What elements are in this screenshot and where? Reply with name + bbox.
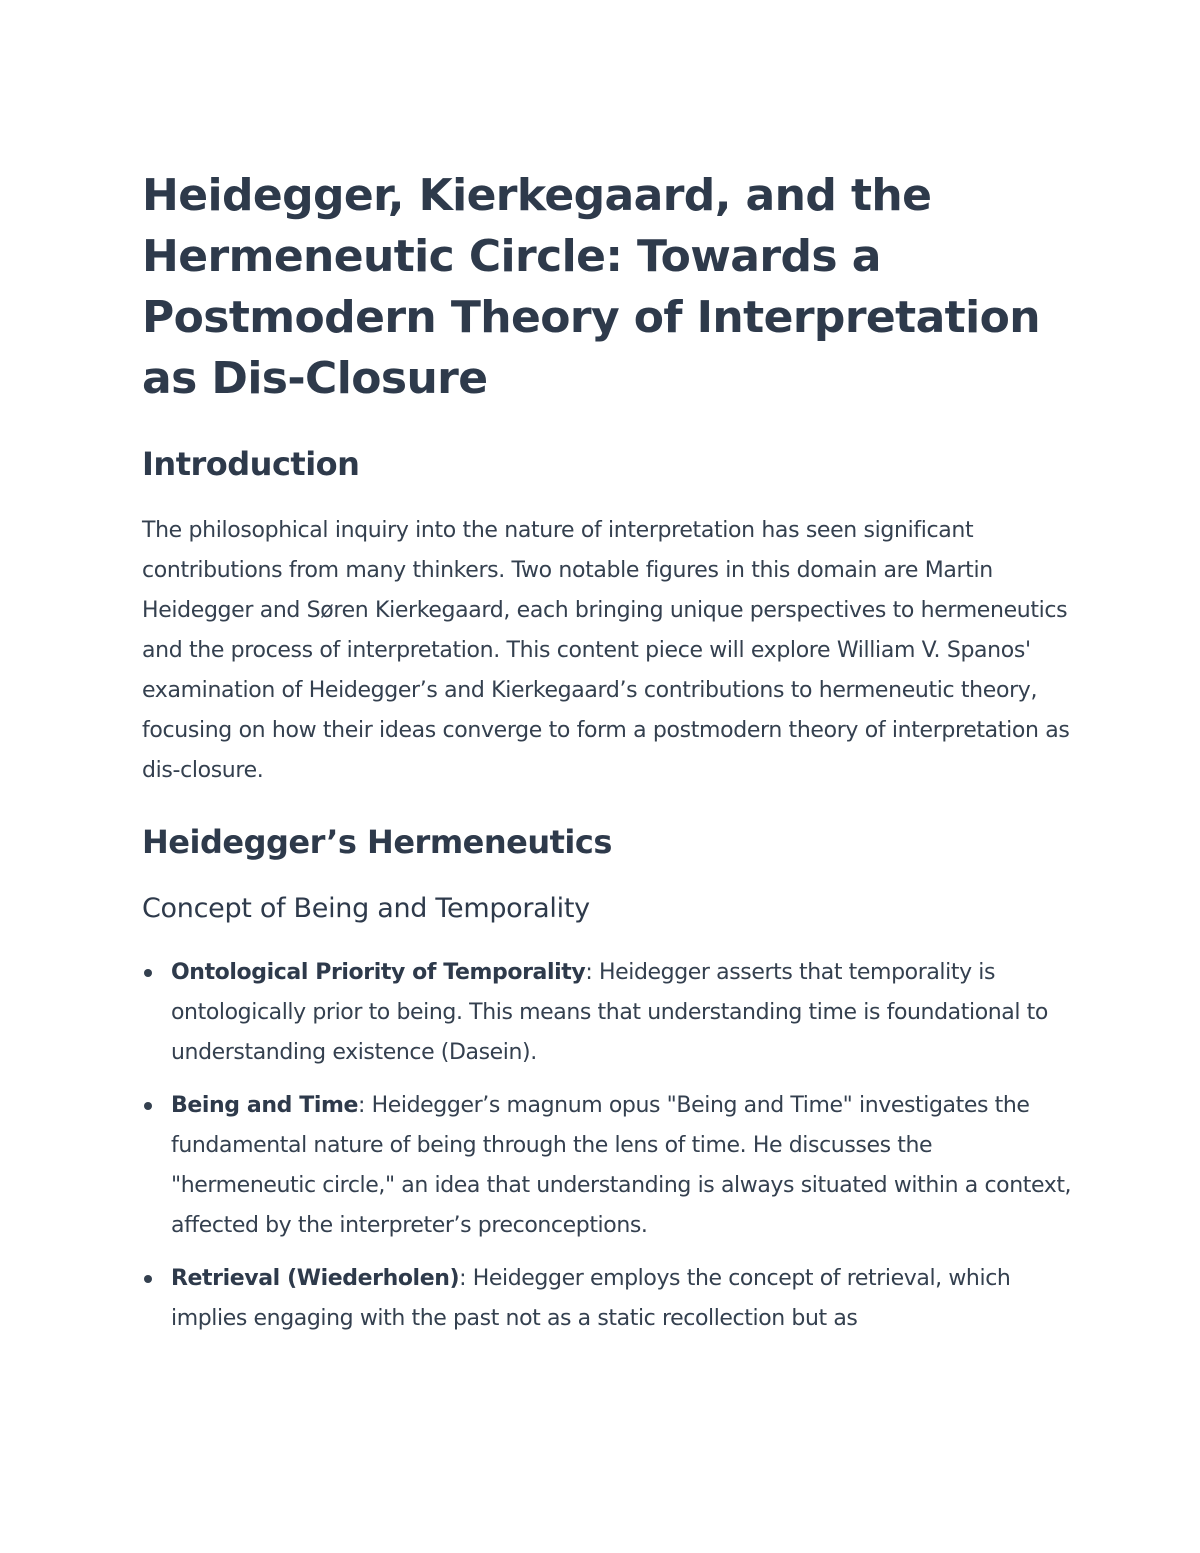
list-item bbox=[142, 953, 1072, 1073]
bullet-list bbox=[142, 953, 1072, 1339]
bullet-icon bbox=[144, 969, 152, 977]
section-heading-heideggers-hermeneutics: Heidegger’s Hermeneutics bbox=[142, 823, 612, 861]
list-item-text: : Heidegger’s magnum opus "Being and Time" investigates the fundamental nature of being through the lens of time. He discusses the "hermeneutic circle," an idea that understanding is always situated within a context, affected by the interpreter’s preconceptions. bbox=[171, 1093, 1072, 1238]
list-item-term: Retrieval (Wiederholen) bbox=[171, 1266, 460, 1291]
list-item-text: : Heidegger asserts that temporality is ontologically prior to being. This means that understanding time is foundational to understanding existence (Dasein). bbox=[171, 960, 1048, 1065]
document-title: Heidegger, Kierkegaard, and the Hermeneutic Circle: Towards a Postmodern Theory of Interpretation as Dis-Closure bbox=[142, 170, 1040, 404]
list-item-term: Being and Time bbox=[171, 1093, 359, 1118]
list-item bbox=[142, 1086, 1072, 1246]
list-item-term: Ontological Priority of Temporality bbox=[171, 960, 586, 985]
introduction-paragraph: The philosophical inquiry into the nature of interpretation has seen significant contributions from many thinkers. Two notable figures in this domain are Martin Heidegger and Søren Kierkegaard, each bringing unique perspectives to hermeneutics and the process of interpretation. This content piece will explore William V. Spanos' examination of Heidegger’s and Kierkegaard’s contributions to hermeneutic theory, focusing on how their ideas converge to form a postmodern theory of interpretation as dis-closure. bbox=[142, 518, 1070, 783]
subsection-heading-being-and-temporality: Concept of Being and Temporality bbox=[142, 893, 590, 924]
bullet-icon bbox=[144, 1102, 152, 1110]
document-page bbox=[142, 165, 1072, 1352]
list-item bbox=[142, 1259, 1072, 1339]
bullet-icon bbox=[144, 1275, 152, 1283]
list-item-text: : Heidegger employs the concept of retrieval, which implies engaging with the past not as a static recollection but as bbox=[171, 1266, 1011, 1331]
section-heading-introduction: Introduction bbox=[142, 445, 360, 483]
